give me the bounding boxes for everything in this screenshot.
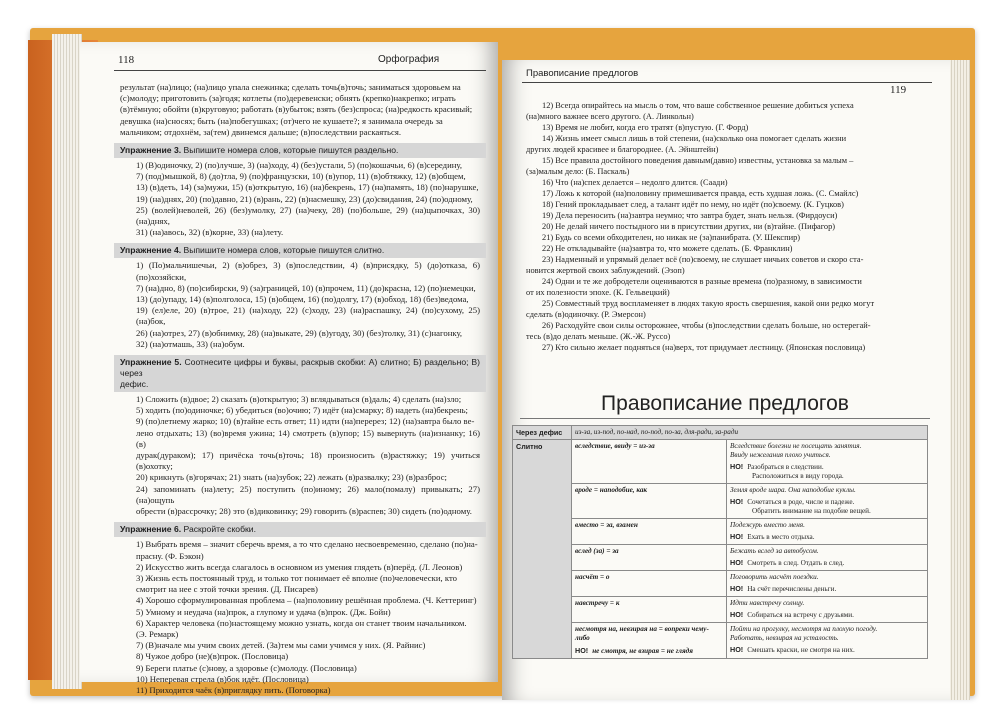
table-row <box>513 623 928 659</box>
table-row <box>513 484 928 519</box>
exercise-6-items: 1) Выбрать время – значит сберечь время, а то что сделано несвоевременно, сделано (по)на- прасну. (Ф. Бэкон) 2) Искусство жить всегда слагалось в основном из умения глядеть (в)перёд. (Л. Леонов) 3) Жизнь есть постоянный труд, и только тот понимает её вполне (по)человечески, кто смотрит на нее с этой точки зрения. (Д. Писарев) 4) Хорошо сформулированная проблема – (на)половину решённая проблема. (Ч. Кеттеринг) 5) Умному и неудача (на)прок, а глупому и удача (в)прок. (Дж. Бойн) 6) Характер человека (по)настоящему можно узнать, когда он станет твоим начальником. (Э. Ремарк) 7) (В)начале мы учим своих детей. (За)тем мы сами учимся у них. (Я. Райнис) 8) Чужое добро (не)(в)прок. (Пословица) 9) Береги платье (с)нову, а здоровье (с)молоду. (Пословица) 10) Неперевая стрела (в)бок идёт. (Пословица) 11) Приходится чаёк (в)приглядку пить. (Поговорка) <box>136 539 478 695</box>
header-rule-right <box>522 82 932 83</box>
preposition-cell: навстречу = к <box>572 597 727 623</box>
section-title-rule <box>520 418 930 419</box>
header-rule <box>114 70 486 71</box>
left-page <box>80 42 498 695</box>
solid-category: Слитно <box>513 440 572 659</box>
examples-cell: Поговорить насчёт поездки. НО! На счёт перечислены деньги. <box>727 571 928 597</box>
page-number: 118 <box>118 54 135 66</box>
examples-cell: Вследствие болезни не посещать занятия. Ввиду нежелания плохо учиться. НО! Разобраться в следствии. Расположиться в виду города. <box>727 440 928 484</box>
page-number-right: 119 <box>890 84 907 96</box>
table-row <box>513 597 928 623</box>
table-row <box>513 571 928 597</box>
hyphen-category: Через дефис <box>513 426 572 440</box>
left-page-body <box>120 82 480 696</box>
preposition-cell: вследствие, ввиду = из-за <box>572 440 727 484</box>
exercise-4-items: 1) (По)мальчишечьи, 2) (в)обрез, 3) (в)последствии, 4) (в)присядку, 5) (до)отказа, 6) (по)хозяйски, 7) (на)дно, 8) (по)сибирски, 9) (за)границей, 10) (в)прочем, 11) (до)красна, 12) (по)немецки, 13) (до)упаду, 14) (в)полголоса, 15) (в)общем, 16) (по)долгу, 17) (в)обход, 18) (без)ведома, 19) (ел)еле, 20) (в)трое, 21) (на)ходу, 22) (с)ходу, 23) (на)распашку, 24) (по)сухому, 25) (на)бок, 26) (на)отрез, 27) (в)обнимку, 28) (на)выкате, 29) (в)угоду, 30) (без)толку, 31) (с)нагонку, 32) (на)отмашь, 33) (на)обум. <box>136 260 480 349</box>
preposition-cell: несмотря на, невзирая на = вопреки чему-либо НО! не смотря, не взирая = не глядя <box>572 623 727 659</box>
table-row-hyphen <box>513 426 928 440</box>
examples-cell: Пойти на прогулку, несмотря на плохую погоду. Работать, невзирая на усталость. НО! Смешать краски, не смотря на них. <box>727 623 928 659</box>
table-row <box>513 519 928 545</box>
exercise-5-heading: Упражнение 5. Соотнесите цифры и буквы, раскрыв скобки: А) слитно; Б) раздельно; В) через дефис. <box>114 355 486 392</box>
table-row <box>513 545 928 571</box>
prepositions-table <box>512 425 928 659</box>
intro-paragraph: результат (на)лицо; (на)лицо упала снежинка; сделать точь(в)точь; заниматься здоровьем на (с)молоду; приготовить (за)годя; котлеты (по)деревенски; обнять (крепко)накрепко; играть (в)тёмную; обойти (в)круговую; работать (в)убыток; взять (без)спроса; (на)редкость красивый; девушка (на)сносях; быть (на)побегушках; (от)чего не кушаете?; я занимала очередь за мальчиком; отдохнём, за(тем) двинемся дальше; (в)последствии раскаяться. <box>120 82 473 137</box>
preposition-cell: вместо = за, взамен <box>572 519 727 545</box>
exercise-3-items: 1) (В)одиночку, 2) (по)лучше, 3) (на)ходу, 4) (без)устали, 5) (по)кошачьи, 6) (в)середину, 7) (под)мышкой, 8) (до)тла, 9) (по)французски, 10) (в)упор, 11) (в)обтяжку, 12) (в)общем, 13) (в)деть, 14) (за)мужи, 15) (в)открытую, 16) (на)бекрень, 17) (на)память, 18) (по)нарушке, 19) (на)днях, 20) (по)давно, 21) (в)рань, 22) (в)насмешку, 23) (до)свидания, 24) (по)одному, 25) (волей)неволей, 26) (без)умолку, 27) (на)чеку, 28) (по)больше, 29) (на)цыпочках, 30) (на)днях, 31) (на)авось, 32) (в)корне, 33) (на)лету. <box>136 160 480 238</box>
section-title: Правописание предлогов <box>601 392 849 415</box>
running-head: Орфография <box>378 54 440 65</box>
preposition-cell: вроде = наподобие, как <box>572 484 727 519</box>
exercise-6-heading: Упражнение 6. Раскройте скобки. <box>114 522 486 537</box>
preposition-cell: насчёт = о <box>572 571 727 597</box>
preposition-cell: вслед (за) = за <box>572 545 727 571</box>
page-edges-left <box>52 34 82 689</box>
exercise-3-heading: Упражнение 3. Выпишите номера слов, которые пишутся раздельно. <box>114 143 486 158</box>
exercise-5-items: 1) Сложить (в)двое; 2) сказать (в)открытую; 3) вглядываться (в)даль; 4) сделать (на)зло; 5) ходить (по)одиночке; 6) убедиться (во)очию; 7) идёт (на)смарку; 8) надеть (на)бекрень; 9) (по)летнему жарко; 10) (в)тайне есть ответ; 11) идти (на)перерез; 12) (на)завтра было ве- лено отдыхать; 13) (во)время ужина; 14) смотреть (в)упор; 15) вывернуть (на)изнанку; 16) (в) дурак(дураком); 17) причёска точь(в)точь; 18) произносить (в)растяжку; 19) учиться (в)охотку; 20) крикнуть (в)горячах; 21) знать (на)зубок; 22) лежать (в)развалку; 23) (в)разброс; 24) запоминать (на)лету; 25) поступить (по)иному; 26) мало(помалу) привыкать; 27) (на)ощупь обрести (в)рассрочку; 28) это (в)диковинку; 29) говорить (в)распев; 30) сидеть (по)одному. <box>136 394 480 517</box>
examples-cell: Земля вроде шара. Она наподобие куклы. НО! Сочетаться в роде, числе и падеже. Обратить внимание на подобие вещей. <box>727 484 928 519</box>
examples-cell: Подежурь вместо меня. НО! Ехать в место отдыха. <box>727 519 928 545</box>
running-head-right: Правописание предлогов <box>526 68 639 79</box>
examples-cell: Бежать вслед за автобусом. НО! Смотреть в след. Отдать в след. <box>727 545 928 571</box>
exercise-4-heading: Упражнение 4. Выпишите номера слов, которые пишутся слитно. <box>114 243 486 258</box>
examples-cell: Идти навстречу солнцу. НО! Собираться на встречу с друзьями. <box>727 597 928 623</box>
quotes-list: 12) Всегда опирайтесь на мысль о том, что ваше собственное решение добиться успеха (на)много важнее всего другого. (А. Линкольн) 13) Время не любит, когда его тратят (в)пустую. (Г. Форд) 14) Жизнь имеет смысл лишь в той степени, (на)сколько она помогает сделать жизни других людей красивее и благороднее. (А. Эйнштейн) 15) Все правила достойного поведения давным(давно) известны, установка за малым – (за)малым дело: (Б. Паскаль) 16) Что (на)спех делается – недолго длится. (Саади) 17) Ложь к которой (на)половину примешивается правда, есть худшая ложь. (С. Смайлс) 18) Гений прокладывает след, а талант идёт по нему, но идёт (по)своему. (К. Гуцков) 19) Дела переносить (на)завтра неумно; что завтра будет, знать нельзя. (Фирдоуси) 20) Не делай ничего постыдного ни в присутствии других, ни (в)тайне. (Пифагор) 21) Будь со всеми обходителен, но никак не (за)панибрата. (У. Шекспир) 22) Не откладывайте (на)завтра то, что можете сделать. (Б. Франклин) 23) Надменный и упрямый делает всё (по)своему, не слушает ничьих советов и скоро ста- новится жертвой своих заблуждений. (Эзоп) 24) Одни и те же добродетели оцениваются в разные времена (по)разному, в зависимости от их полезности эпохе. (К. Гельвецкий) 25) Совместный труд воспламеняет в людях такую ярость свершения, какой они редко могут сделать (в)одиночку. (Р. Эмерсон) 26) Расходуйте свои силы осторожнее, чтобы (в)последствии сделать больше, но остерегай- тесь (в)до делать меньше. (Ж.-Ж. Руссо) 27) Кто сильно желает подняться (на)верх, тот придумает лестницу. (Японская пословица) <box>526 101 875 352</box>
hyphen-words: из-за, из-под, по-над, по-под, по-за, для-ради, за-ради <box>572 426 928 440</box>
table-row <box>513 440 928 484</box>
